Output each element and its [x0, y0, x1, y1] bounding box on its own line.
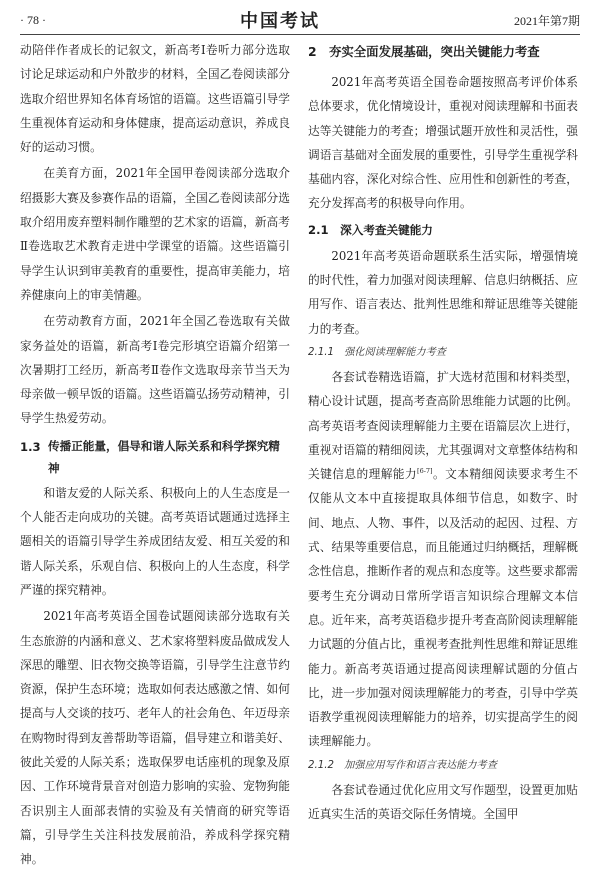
section-heading-2: 2 夯实全面发展基础，突出关键能力考查 — [308, 44, 540, 59]
section-number: 1.3 — [20, 439, 41, 454]
paragraph: 和谐友爱的人际关系、积极向上的人生态度是一个人能否走向成功的关键。高考英语试题通过选择主题相关的语篇引导学生养成团结友爱、相互关爱的和谐人际关系，乐观自信、积极向上的人生态度，科学严谨的探究精神。 — [20, 485, 290, 597]
paragraph: 各套试卷通过优化应用文写作题型，设置更加贴近真实生活的英语交际任务情境。全国甲 — [308, 782, 578, 822]
issue-label: 2021年第7期 — [513, 13, 580, 28]
paragraph: 在劳动教育方面，2021年全国乙卷选取有关做家务益处的语篇，新高考Ⅰ卷完形填空语篇介绍第一次暑期打工经历，新高考Ⅱ卷作文选取母亲节当天为母亲做一顿早饭的语篇。这些语篇弘扬劳动精神，引导学生热爱劳动。 — [20, 314, 290, 426]
paragraph — [308, 365, 578, 754]
paragraph: 2021年高考英语命题联系生活实际，增强情境的时代性，着力加强对阅读理解、信息归纳概括、应用写作、语言表达、批判性思维和辩证思维等关键能力的考查。 — [308, 248, 578, 336]
paragraph-text: 各套试卷精选语篇，扩大选材范围和材料类型，精心设计试题，提高考查高阶思维能力试题的比例。高考英语考查阅读理解能力主要在语篇层次上进行，重视对语篇的精细阅读，尤其强调对文章整体结构和关键信息的理解能力 — [308, 369, 578, 482]
right-column — [308, 38, 578, 826]
left-column — [20, 38, 290, 872]
section-heading-1-3 — [20, 435, 290, 479]
section-heading-2-1-2: 2.1.2 加强应用写作和语言表达能力考查 — [308, 759, 497, 771]
section-heading-2-1: 2.1 深入考查关键能力 — [308, 222, 433, 237]
section-heading-2-1-1: 2.1.1 强化阅读理解能力考查 — [308, 346, 446, 358]
paragraph: 2021年高考英语全国卷命题按照高考评价体系总体要求，优化情境设计，重视对阅读理解和书面表达等关键能力的考查；增强试题开放性和灵活性，强调语言基础对全面发展的重要性，引导学生重视学科基础内容，深化对综合性、应用性和创新性的考查，充分发挥高考的积极导向作用。 — [308, 75, 578, 211]
citation: [6-7] — [417, 467, 433, 476]
paragraph: 动陪伴作者成长的记叙文，新高考Ⅰ卷听力部分选取讨论足球运动和户外散步的材料，全国乙卷阅读部分选取介绍世界知名体育场馆的语篇。这些语篇引导学生重视体育运动和身体健康，提高运动意识，养成良好的运动习惯。 — [20, 43, 290, 155]
section-title: 传播正能量，倡导和谐人际关系和科学探究精神 — [48, 438, 280, 475]
journal-title: 中国考试 — [239, 11, 320, 32]
paragraph-text-cont: 。文本精细阅读要求考生不仅能从文本中直接提取具体细节信息，如数字、时间、地点、人物、事件，以及活动的起因、过程、方式、结果等重要信息，而且能通过归纳概括，理解概念性信息，推断作者的观点和态度等。这些要求都需要考生充分调动日常所学语言知识综合理解文本信息。近年来，高考英语稳步提升考查高阶阅读理解能力试题的分值占比，重视考查批判性思维和辩证思维能力。新高考英语通过提高阅读理解试题的分值占比，进一步加强对阅读理解能力的考查，引导中学英语教学重视阅读理解能力的培养，切实提高学生的阅读理解能力。 — [308, 467, 578, 749]
paragraph: 2021年高考英语全国卷试题阅读部分选取有关生态旅游的内涵和意义、艺术家将塑料废品做成发人深思的雕塑、旧衣物交换等语篇，引导学生注意节约资源，保护生态环境；选取如何表达感激之情、如何提高与人交谈的技巧、老年人的社会角色、年迈母亲在购物时得到友善帮助等语篇，倡导建立和谐美好、彼此关爱的人际关系；选取保罗电话座机的现象及原因、工作环境背景音对创造力影响的实验、宠物狗能否识别主人面部表情的实验及有关情商的研究等语篇，引导学生关注科技发展前沿，养成科学探究精神。 — [20, 609, 290, 867]
page-header — [20, 6, 580, 35]
page-number: · 78 · — [20, 12, 46, 27]
paragraph: 在美育方面，2021年全国甲卷阅读部分选取介绍摄影大赛及参赛作品的语篇，全国乙卷阅读部分选取介绍用废弃塑料制作雕塑的艺术家的语篇，新高考Ⅱ卷选取艺术教育走进中学课堂的语篇。这些语篇引导学生认识到审美教育的重要性，提高审美能力，培养健康向上的审美情趣。 — [20, 166, 290, 302]
